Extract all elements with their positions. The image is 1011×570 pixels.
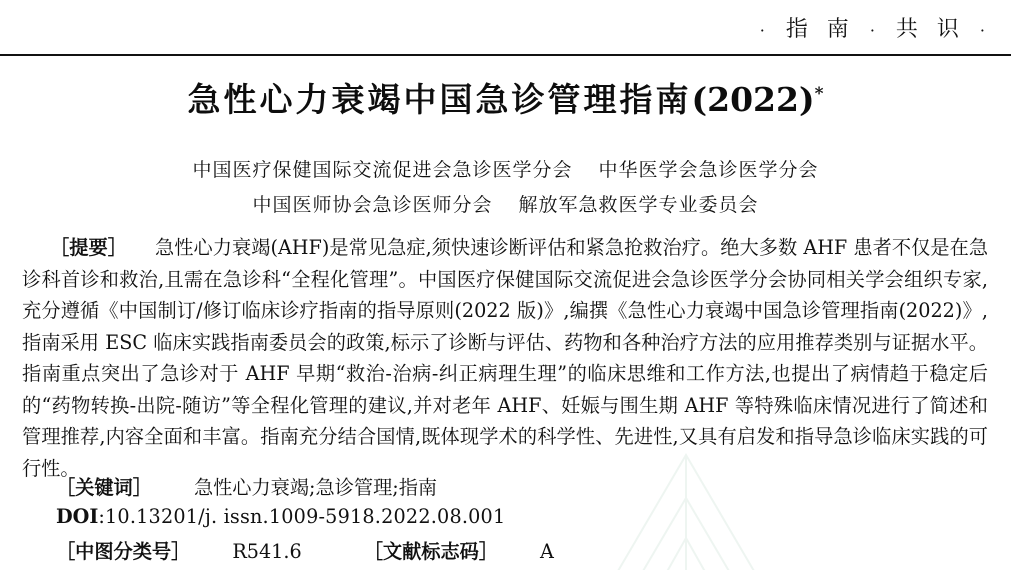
header-divider bbox=[0, 54, 1011, 56]
bullet-icon: · bbox=[869, 20, 881, 40]
keywords-value: 急性心力衰竭;急诊管理;指南 bbox=[193, 476, 438, 499]
doc-code-label: ［文献标志码］ bbox=[363, 540, 499, 563]
category-label-1: 指 南 bbox=[785, 17, 855, 42]
keywords-line bbox=[56, 473, 437, 500]
clc-value: R541.6 bbox=[232, 540, 302, 563]
classification-line bbox=[56, 537, 554, 564]
doi-value[interactable]: :10.13201/j. issn.1009-5918.2022.08.001 bbox=[98, 505, 506, 528]
author-organizations-line-2 bbox=[0, 190, 1011, 217]
title-main: 急性心力衰竭中国急诊管理指南 bbox=[187, 80, 692, 119]
bullet-icon: · bbox=[759, 20, 771, 40]
title-year: (2022) bbox=[691, 80, 815, 119]
abstract-block bbox=[22, 232, 988, 484]
doc-code-value: A bbox=[540, 540, 554, 563]
page-title bbox=[0, 74, 1011, 121]
category-label-2: 共 识 bbox=[895, 17, 965, 42]
author-org-4: 解放军急救医学专业委员会 bbox=[518, 194, 759, 216]
doi-label: DOI bbox=[56, 505, 99, 528]
section-category bbox=[758, 12, 993, 43]
abstract-text: 急性心力衰竭(AHF)是常见急症,须快速诊断评估和紧急抢救治疗。绝大多数 AHF 患者不仅是在急诊科首诊和救治,且需在急诊科“全程化管理”。中国医疗保健国际交流促进会急诊医学分会协同相关学会组织专家,充分遵循《中国制订/修订临床诊疗指南的指导原则(2022 版)》,编撰《急性心力衰竭中国急诊管理指南(2022)》,指南采用 ESC 临床实践指南委员会的政策,标示了诊断与评估、药物和各种治疗方法的应用推荐类别与证据水平。指南重点突出了急诊对于 AHF 早期“救治-治病-纠正病理生理”的临床思维和工作方法,也提出了病情趋于稳定后的“药物转换-出院-随访”等全程化管理的建议,并对老年 AHF、妊娠与围生期 AHF 等特殊临床情况进行了简述和管理推荐,内容全面和丰富。指南充分结合国情,既体现学术的科学性、先进性,又具有启发和指导急诊临床实践的可行性。 bbox=[22, 236, 989, 480]
title-footnote-marker: * bbox=[814, 84, 824, 104]
abstract-label: ［提要］ bbox=[50, 236, 127, 259]
keywords-label: ［关键词］ bbox=[56, 476, 152, 499]
author-org-3: 中国医师协会急诊医师分会 bbox=[252, 194, 493, 216]
author-organizations-line-1 bbox=[0, 155, 1011, 182]
doi-line bbox=[56, 505, 505, 528]
author-org-2: 中华医学会急诊医学分会 bbox=[598, 159, 819, 181]
author-org-1: 中国医疗保健国际交流促进会急诊医学分会 bbox=[192, 159, 573, 181]
clc-label: ［中图分类号］ bbox=[56, 540, 191, 563]
bullet-icon: · bbox=[979, 20, 991, 40]
